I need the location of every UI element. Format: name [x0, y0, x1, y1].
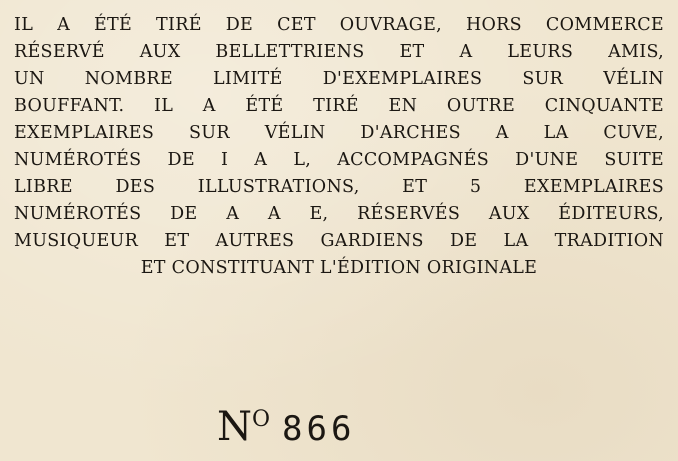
number-label: [217, 404, 270, 450]
colophon-line: MUSIQUEUR ET AUTRES GARDIENS DE LA TRADITION: [14, 231, 664, 251]
number-label-main: N: [217, 404, 252, 450]
copy-number-value: 866: [282, 409, 356, 449]
colophon-line-final: ET CONSTITUANT L'ÉDITION ORIGINALE: [140, 258, 538, 278]
colophon-line: EXEMPLAIRES SUR VÉLIN D'ARCHES A LA CUVE,: [14, 123, 664, 143]
colophon-line: BOUFFANT. IL A ÉTÉ TIRÉ EN OUTRE CINQUANTE: [14, 96, 664, 116]
colophon-text: [14, 12, 664, 282]
colophon-line: IL A ÉTÉ TIRÉ DE CET OUVRAGE, HORS COMMERCE: [14, 15, 664, 35]
colophon-line: NUMÉROTÉS DE A A E, RÉSERVÉS AUX ÉDITEURS,: [14, 204, 664, 224]
colophon-line: RÉSERVÉ AUX BELLETTRIENS ET A LEURS AMIS,: [14, 42, 664, 62]
colophon-line: LIBRE DES ILLUSTRATIONS, ET 5 EXEMPLAIRES: [14, 177, 664, 197]
colophon-line: NUMÉROTÉS DE I A L, ACCOMPAGNÉS D'UNE SUITE: [14, 150, 664, 170]
number-label-superscript: O: [252, 407, 271, 432]
colophon-line: UN NOMBRE LIMITÉ D'EXEMPLAIRES SUR VÉLIN: [14, 69, 664, 89]
copy-number: [217, 404, 355, 450]
